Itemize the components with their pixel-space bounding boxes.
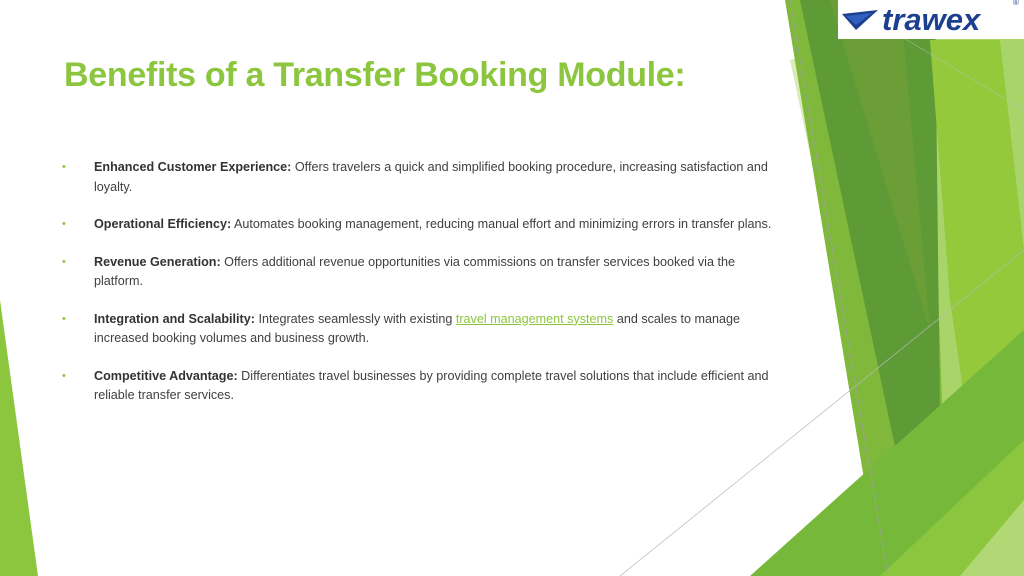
- bullet-heading: Revenue Generation:: [94, 254, 221, 269]
- slide-title: Benefits of a Transfer Booking Module:: [64, 56, 686, 94]
- bullet-text: Integrates seamlessly with existing: [254, 311, 456, 326]
- bullet-icon: •: [62, 312, 66, 325]
- bullet-heading: Operational Efficiency:: [94, 217, 232, 231]
- bullet-heading: Integration and Scalability:: [94, 311, 255, 326]
- bullet-text: Offers additional revenue opportunities via commissions on transfer services booked via the platform.: [94, 254, 735, 288]
- bullet-text: Automates booking management, reducing manual effort and minimizing errors in transfer plans.: [231, 217, 772, 231]
- list-item: [60, 310, 780, 349]
- trawex-logo: [838, 0, 1024, 39]
- bullet-icon: •: [62, 255, 66, 268]
- list-item: [60, 253, 780, 292]
- benefits-list: [60, 158, 780, 424]
- bullet-text: Differentiates travel businesses by providing complete travel solutions that include efficient and reliable transfer services.: [94, 368, 769, 402]
- left-green-shard: [0, 300, 38, 576]
- bullet-icon: •: [62, 218, 66, 230]
- bullet-text: and scales to manage increased booking volumes and business growth.: [94, 311, 741, 345]
- list-item: [60, 158, 780, 197]
- list-item: [60, 367, 780, 406]
- bullet-icon: •: [62, 369, 66, 382]
- bullet-heading: Enhanced Customer Experience:: [94, 160, 292, 174]
- logo-arrow-icon: [842, 10, 878, 30]
- bullet-text: Offers travelers a quick and simplified booking procedure, increasing satisfaction and loyalty.: [94, 160, 768, 194]
- list-item: [60, 215, 780, 235]
- bullet-icon: •: [62, 161, 66, 173]
- bullet-heading: Competitive Advantage:: [94, 368, 238, 383]
- logo-registered-mark: ®: [1013, 0, 1019, 7]
- travel-management-systems-link[interactable]: travel management systems: [455, 311, 614, 326]
- logo-wordmark: trawex: [882, 2, 981, 37]
